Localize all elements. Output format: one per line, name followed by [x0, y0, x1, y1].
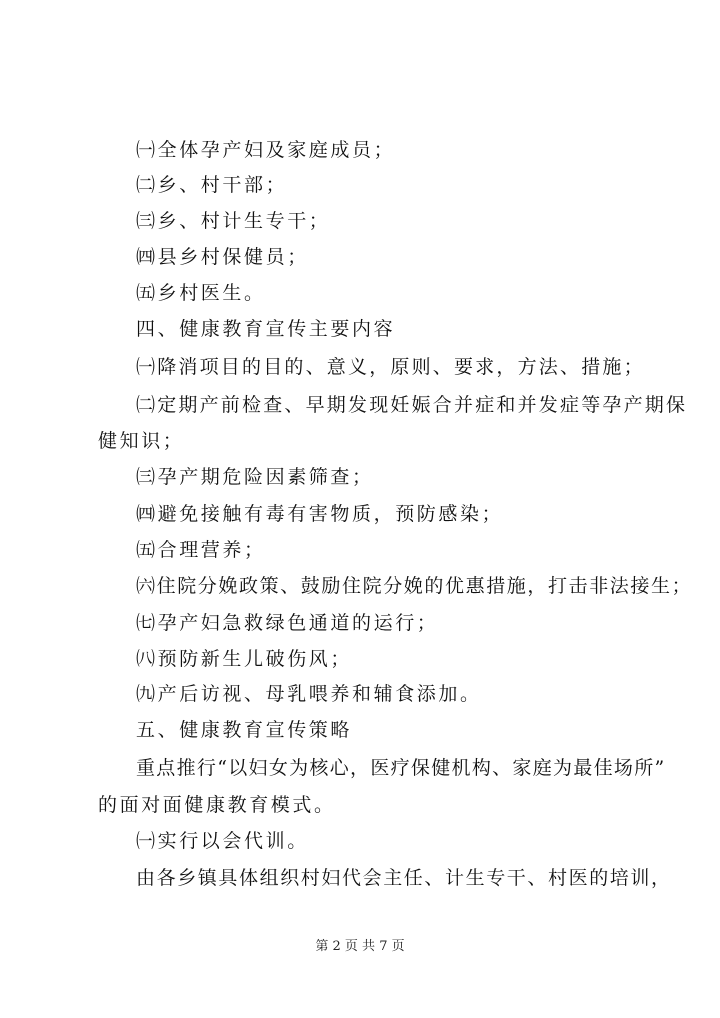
text-line: ㈡乡、村干部； [136, 174, 288, 196]
text-line: ㈢乡、村计生专干； [136, 210, 331, 232]
text-line: 健知识； [98, 430, 185, 452]
text-line: ㈧预防新生儿破伤风； [136, 648, 353, 670]
text-line: ㈣县乡村保健员； [136, 246, 309, 268]
text-line: 由各乡镇具体组织村妇代会主任、计生专干、村医的培训， [136, 867, 672, 889]
text-line: ㈡定期产前检查、早期发现妊娠合并症和并发症等孕产期保 [136, 394, 688, 416]
page-number-footer: 第 2 页 共 7 页 [315, 939, 405, 954]
text-line: ㈥住院分娩政策、鼓励住院分娩的优惠措施，打击非法接生； [136, 575, 693, 597]
text-line: ㈢孕产期危险因素筛查； [136, 466, 374, 488]
text-line: ㈦孕产妇急救绿色通道的运行； [136, 612, 439, 634]
text-line: ㈠实行以会代训。 [136, 830, 309, 852]
text-line: ㈤乡村医生。 [136, 282, 266, 304]
text-line: ㈤合理营养； [136, 539, 266, 561]
section-heading: 五、健康教育宣传策略 [136, 719, 353, 741]
text-line: ㈠降消项目的目的、意义，原则、要求，方法、措施； [136, 356, 645, 378]
text-line: ㈣避免接触有毒有害物质，预防感染； [136, 503, 504, 525]
text-line: 的面对面健康教育模式。 [98, 794, 336, 816]
text-line: 重点推行“以妇女为核心，医疗保健机构、家庭为最佳场所” [136, 757, 666, 779]
text-line: ㈨产后访视、母乳喂养和辅食添加。 [136, 683, 482, 705]
text-line: ㈠全体孕产妇及家庭成员； [136, 139, 396, 161]
section-heading: 四、健康教育宣传主要内容 [136, 318, 396, 340]
